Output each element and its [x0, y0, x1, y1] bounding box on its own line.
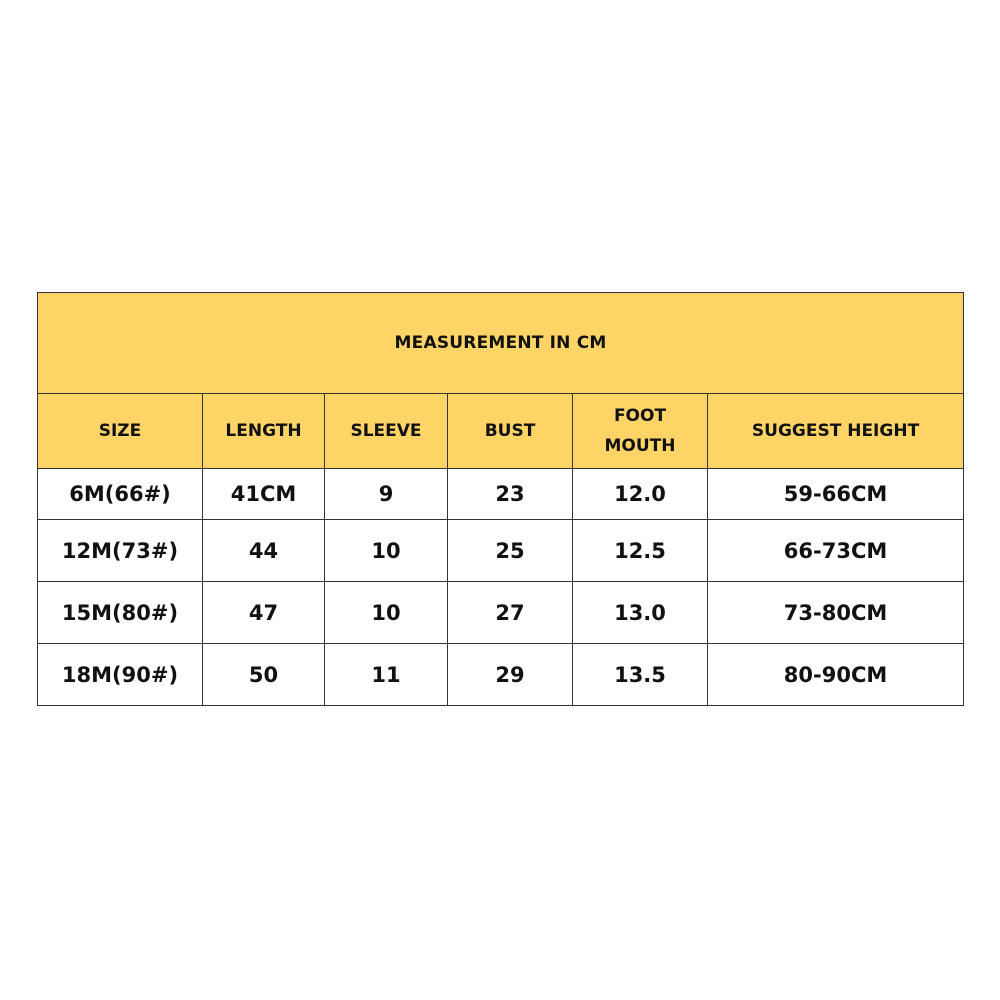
header-bust: BUST: [448, 394, 573, 469]
header-foot-mouth: FOOT MOUTH: [573, 394, 708, 469]
cell-sleeve: 11: [325, 644, 448, 706]
cell-bust: 29: [448, 644, 573, 706]
header-size: SIZE: [38, 394, 203, 469]
cell-suggest-height: 80-90CM: [708, 644, 964, 706]
cell-size: 12M(73#): [38, 520, 203, 582]
header-suggest-height: SUGGEST HEIGHT: [708, 394, 964, 469]
cell-size: 6M(66#): [38, 469, 203, 520]
table-row: [38, 469, 964, 520]
table-row: [38, 644, 964, 706]
cell-bust: 27: [448, 582, 573, 644]
cell-suggest-height: 59-66CM: [708, 469, 964, 520]
cell-foot-mouth: 13.0: [573, 582, 708, 644]
cell-length: 50: [203, 644, 325, 706]
cell-bust: 25: [448, 520, 573, 582]
cell-bust: 23: [448, 469, 573, 520]
cell-sleeve: 9: [325, 469, 448, 520]
header-sleeve: SLEEVE: [325, 394, 448, 469]
cell-length: 44: [203, 520, 325, 582]
cell-foot-mouth: 12.0: [573, 469, 708, 520]
cell-sleeve: 10: [325, 582, 448, 644]
table-title: MEASUREMENT IN CM: [38, 293, 964, 394]
cell-size: 15M(80#): [38, 582, 203, 644]
cell-suggest-height: 73-80CM: [708, 582, 964, 644]
cell-sleeve: 10: [325, 520, 448, 582]
table-row: [38, 582, 964, 644]
title-row: [38, 293, 964, 394]
size-chart-table: [37, 292, 964, 706]
table-row: [38, 520, 964, 582]
cell-size: 18M(90#): [38, 644, 203, 706]
cell-length: 41CM: [203, 469, 325, 520]
cell-foot-mouth: 12.5: [573, 520, 708, 582]
cell-foot-mouth: 13.5: [573, 644, 708, 706]
cell-suggest-height: 66-73CM: [708, 520, 964, 582]
cell-length: 47: [203, 582, 325, 644]
header-row: [38, 394, 964, 469]
header-length: LENGTH: [203, 394, 325, 469]
